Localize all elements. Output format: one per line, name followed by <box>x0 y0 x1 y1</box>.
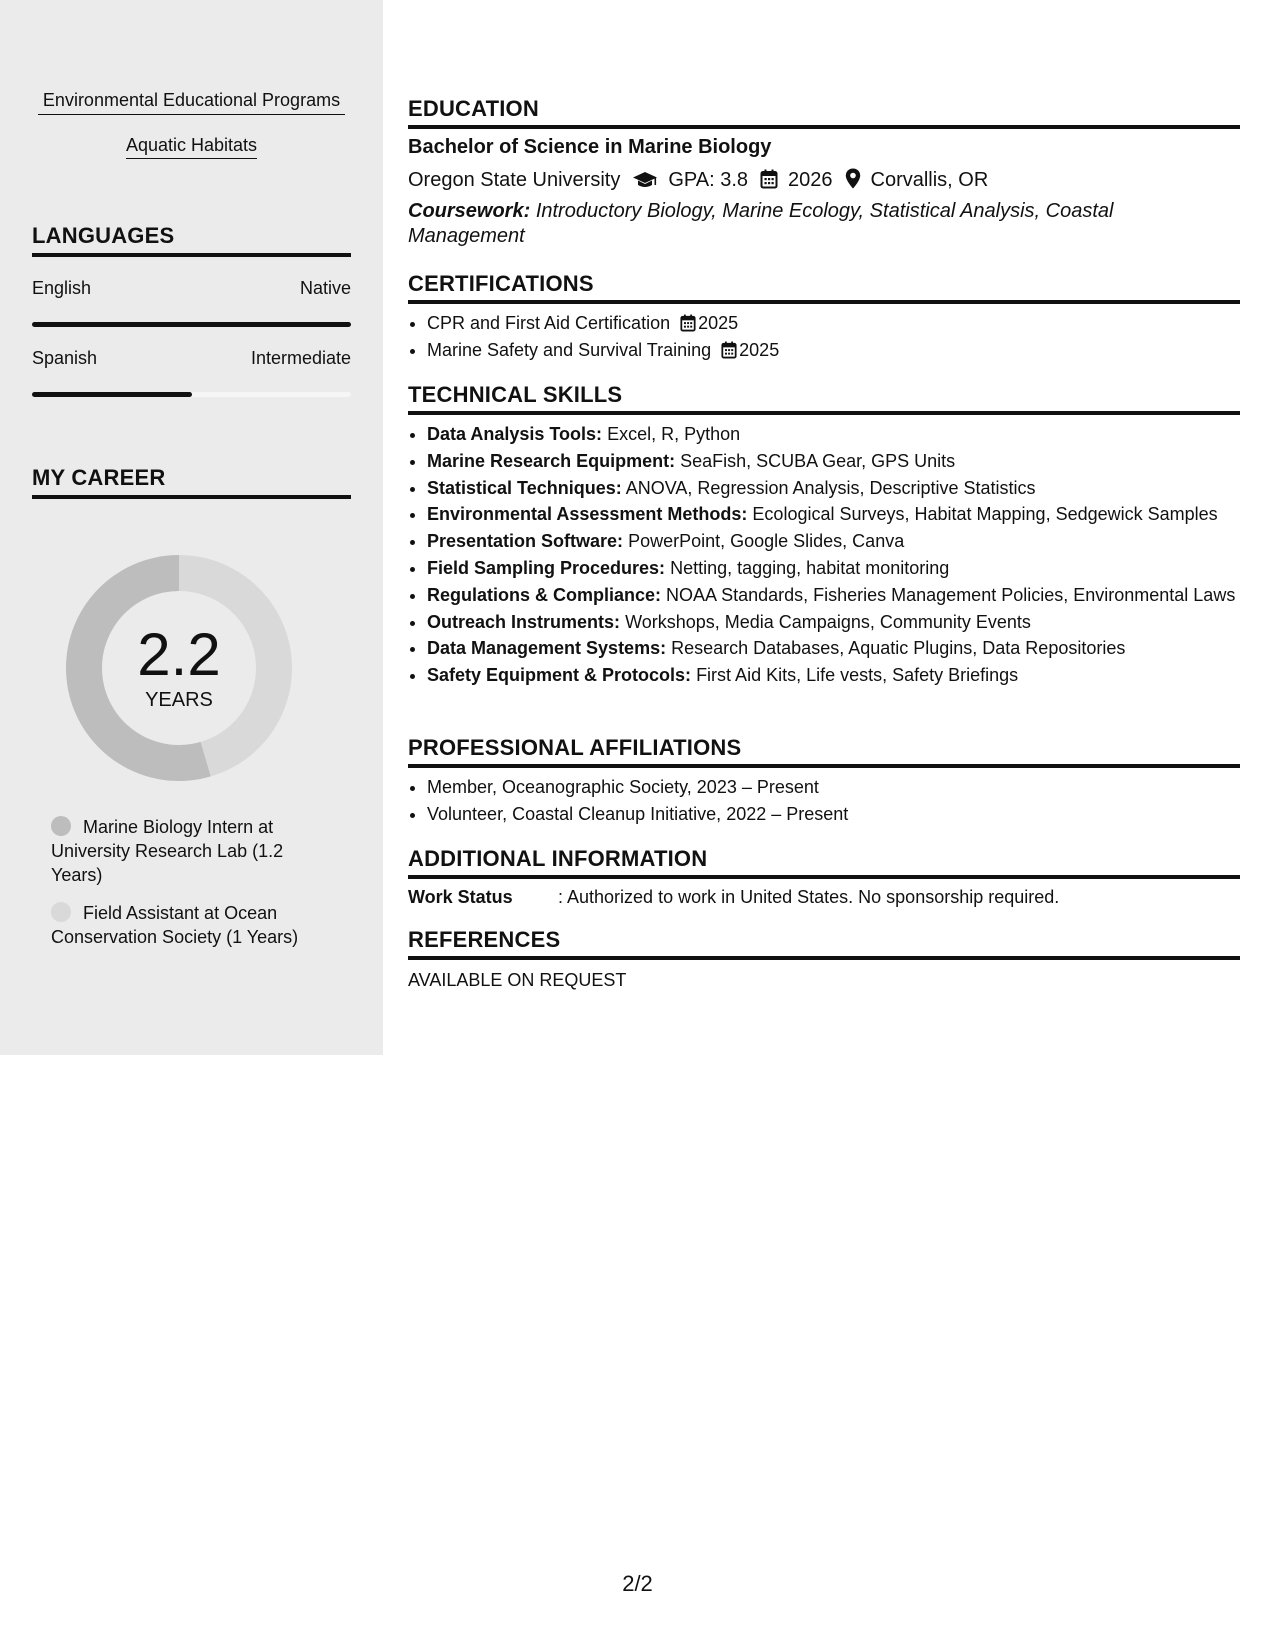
skill-value: ANOVA, Regression Analysis, Descriptive Statistics <box>625 477 1036 498</box>
education-details <box>408 168 988 192</box>
career-total-unit: YEARS <box>145 689 213 711</box>
additional-info-heading: ADDITIONAL INFORMATION <box>408 846 1240 879</box>
language-proficiency-fill <box>32 322 351 327</box>
skill-label: Field Sampling Procedures: <box>427 557 666 578</box>
interest-item: Environmental Educational Programs <box>38 88 345 115</box>
gpa-value: GPA: 3.8 <box>668 168 748 191</box>
list-item <box>427 557 1239 580</box>
skill-label: Outreach Instruments: <box>427 611 621 632</box>
skill-label: Data Analysis Tools: <box>427 424 603 444</box>
skill-label: Safety Equipment & Protocols: <box>427 665 692 686</box>
list-item: • Member, Oceanographic Society, 2023 – Present <box>427 776 1239 799</box>
coursework-label: Coursework: <box>408 200 531 222</box>
school-location: Corvallis, OR <box>870 168 989 191</box>
language-row <box>32 348 351 369</box>
list-item <box>427 423 1239 446</box>
list-item <box>427 450 1239 473</box>
list-item <box>427 584 1239 607</box>
skill-value: Netting, tagging, habitat monitoring <box>670 557 950 578</box>
skill-value: Research Databases, Aquatic Plugins, Data Repositories <box>671 638 1126 659</box>
references-text: AVAILABLE ON REQUEST <box>408 970 627 990</box>
career-legend-item <box>51 815 331 887</box>
skill-value: Ecological Surveys, Habitat Mapping, Sedgewick Samples <box>752 504 1218 525</box>
graduation-cap-icon <box>632 169 658 192</box>
calendar-icon <box>721 340 737 360</box>
education-heading: EDUCATION <box>408 96 1240 129</box>
certifications-list <box>408 312 1239 366</box>
work-status-label: Work Status <box>408 887 513 907</box>
certification-year: 2025 <box>698 313 739 333</box>
affiliations-list <box>408 776 1239 830</box>
list-item <box>427 339 1239 362</box>
list-item <box>427 312 1239 335</box>
skill-label: Regulations & Compliance: <box>427 584 662 605</box>
calendar-icon <box>680 313 696 333</box>
work-status-row <box>408 887 1059 908</box>
references-heading: REFERENCES <box>408 927 1240 960</box>
career-item-label: Marine Biology Intern at University Research Lab (1.2 Years) <box>51 817 284 885</box>
coursework <box>408 199 1128 249</box>
skill-label: Marine Research Equipment: <box>427 450 676 471</box>
technical-skills-heading: TECHNICAL SKILLS <box>408 382 1240 415</box>
technical-skills-list <box>408 423 1239 691</box>
interests-list <box>38 88 345 159</box>
school-name: Oregon State University <box>408 168 621 191</box>
career-legend <box>51 815 331 963</box>
graduation-year: 2026 <box>788 168 833 191</box>
page-number: 2/2 <box>622 1571 653 1596</box>
skill-label: Environmental Assessment Methods: <box>427 504 748 525</box>
skill-label: Statistical Techniques: <box>427 477 622 498</box>
skill-value: SeaFish, SCUBA Gear, GPS Units <box>680 450 956 471</box>
skill-label: Data Management Systems: <box>427 638 667 659</box>
legend-dot-icon <box>51 816 71 836</box>
affiliations-heading: PROFESSIONAL AFFILIATIONS <box>408 735 1240 768</box>
career-heading: MY CAREER <box>32 465 351 499</box>
list-item <box>427 611 1239 634</box>
degree-title: Bachelor of Science in Marine Biology <box>408 136 772 158</box>
certification-year: 2025 <box>739 339 780 360</box>
language-proficiency-bar <box>32 392 351 397</box>
list-item <box>427 664 1239 687</box>
career-donut-chart <box>66 555 292 781</box>
calendar-icon <box>760 169 778 192</box>
legend-dot-icon <box>51 902 71 922</box>
language-proficiency-bar <box>32 322 351 327</box>
skill-value: Excel, R, Python <box>607 424 741 444</box>
list-item <box>427 530 1239 553</box>
skill-value: First Aid Kits, Life vests, Safety Briefings <box>696 665 1019 686</box>
career-item-label: Field Assistant at Ocean Conservation Society (1 Years) <box>51 903 299 947</box>
list-item <box>427 477 1239 500</box>
list-item <box>427 503 1239 526</box>
language-name: English <box>32 278 92 298</box>
sidebar <box>0 0 383 1055</box>
language-row <box>32 278 351 299</box>
interest-item: Aquatic Habitats <box>126 133 257 159</box>
certification-name: CPR and First Aid Certification <box>427 313 671 333</box>
skill-label: Presentation Software: <box>427 531 624 552</box>
language-level: Native <box>299 278 351 298</box>
skill-value: Workshops, Media Campaigns, Community Events <box>625 611 1031 632</box>
work-status-value: : Authorized to work in United States. No sponsorship required. <box>558 887 1060 907</box>
languages-heading: LANGUAGES <box>32 223 351 257</box>
certifications-heading: CERTIFICATIONS <box>408 271 1240 304</box>
coursework-list: Introductory Biology, Marine Ecology, Statistical Analysis, Coastal Management <box>408 200 1114 247</box>
career-total-value: 2.2 <box>137 621 221 688</box>
career-total <box>66 621 292 712</box>
skill-value: NOAA Standards, Fisheries Management Policies, Environmental Laws <box>666 584 1236 605</box>
list-item <box>427 637 1239 660</box>
language-name: Spanish <box>32 348 98 368</box>
skill-value: PowerPoint, Google Slides, Canva <box>628 531 905 552</box>
certification-name: Marine Safety and Survival Training <box>427 339 712 360</box>
career-legend-item <box>51 901 331 949</box>
list-item: • Volunteer, Coastal Cleanup Initiative, 2022 – Present <box>427 803 1239 826</box>
language-level: Intermediate <box>250 348 351 368</box>
language-proficiency-fill <box>32 392 192 397</box>
map-pin-icon <box>845 168 861 192</box>
